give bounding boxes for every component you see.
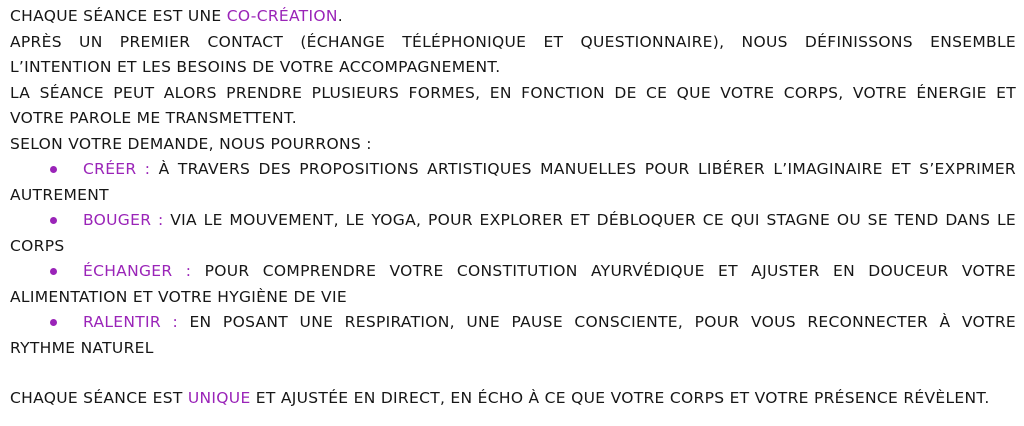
- unique-highlight: UNIQUE: [187, 389, 251, 407]
- bullet-dot-icon: [50, 217, 57, 224]
- bullet-continuation: ALIMENTATION ET VOTRE HYGIÈNE DE VIE: [10, 287, 347, 306]
- closing-line: [10, 386, 1016, 412]
- bullet-text: POUR COMPRENDRE VOTRE CONSTITUTION AYURVÉDIQUE ET AJUSTER EN DOUCEUR VOTRE: [204, 262, 1016, 280]
- bullet-line-1: [10, 157, 1016, 183]
- co-creation-highlight: CO-CRÉATION: [226, 7, 338, 25]
- list-item-bouger: [10, 208, 1016, 259]
- intro-line-1-suffix: .: [337, 7, 343, 25]
- intro-line-4: LA SÉANCE PEUT ALORS PRENDRE PLUSIEURS FORMES, EN FONCTION DE CE QUE VOTRE CORPS, VOTRE ÉNERGIE ET: [10, 83, 1016, 102]
- bullet-dot-icon: [50, 166, 57, 173]
- bullet-keyword: RALENTIR :: [83, 313, 178, 331]
- bullet-text: VIA LE MOUVEMENT, LE YOGA, POUR EXPLORER ET DÉBLOQUER CE QUI STAGNE OU SE TEND DANS LE: [170, 211, 1016, 229]
- bullet-continuation: AUTREMENT: [10, 185, 109, 204]
- intro-line-2: APRÈS UN PREMIER CONTACT (ÉCHANGE TÉLÉPHONIQUE ET QUESTIONNAIRE), NOUS DÉFINISSONS ENSEMBLE: [10, 32, 1016, 51]
- list-item-creer: [10, 157, 1016, 208]
- bullet-keyword: CRÉER :: [83, 160, 151, 178]
- bullet-line-1: [10, 310, 1016, 336]
- bullet-line-1: [10, 259, 1016, 285]
- document-body: [10, 4, 1016, 412]
- closing-suffix: ET AJUSTÉE EN DIRECT, EN ÉCHO À CE QUE VOTRE CORPS ET VOTRE PRÉSENCE RÉVÈLENT.: [250, 389, 990, 407]
- paragraph-spacer: [10, 361, 1016, 386]
- intro-line-6: SELON VOTRE DEMANDE, NOUS POURRONS :: [10, 134, 372, 153]
- bullet-line-1: [10, 208, 1016, 234]
- closing-prefix: CHAQUE SÉANCE EST: [10, 389, 188, 407]
- bullet-dot-icon: [50, 268, 57, 275]
- list-item-echanger: [10, 259, 1016, 310]
- intro-line-3: L’INTENTION ET LES BESOINS DE VOTRE ACCOMPAGNEMENT.: [10, 58, 501, 76]
- bullet-text: À TRAVERS DES PROPOSITIONS ARTISTIQUES MANUELLES POUR LIBÉRER L’IMAGINAIRE ET S’EXPRIMER: [158, 160, 1016, 178]
- intro-line-5: VOTRE PAROLE ME TRANSMETTENT.: [10, 109, 297, 127]
- intro-line-1: [10, 4, 1016, 30]
- bullet-text: EN POSANT UNE RESPIRATION, UNE PAUSE CONSCIENTE, POUR VOUS RECONNECTER À VOTRE: [189, 313, 1016, 331]
- intro-line-1-prefix: CHAQUE SÉANCE EST UNE: [10, 7, 227, 25]
- bullet-keyword: ÉCHANGER :: [83, 262, 192, 280]
- list-item-ralentir: [10, 310, 1016, 361]
- bullet-keyword: BOUGER :: [83, 211, 164, 229]
- bullet-continuation: CORPS: [10, 236, 65, 255]
- bullet-dot-icon: [50, 319, 57, 326]
- bullet-continuation: RYTHME NATUREL: [10, 338, 154, 357]
- bullet-list: [10, 157, 1016, 361]
